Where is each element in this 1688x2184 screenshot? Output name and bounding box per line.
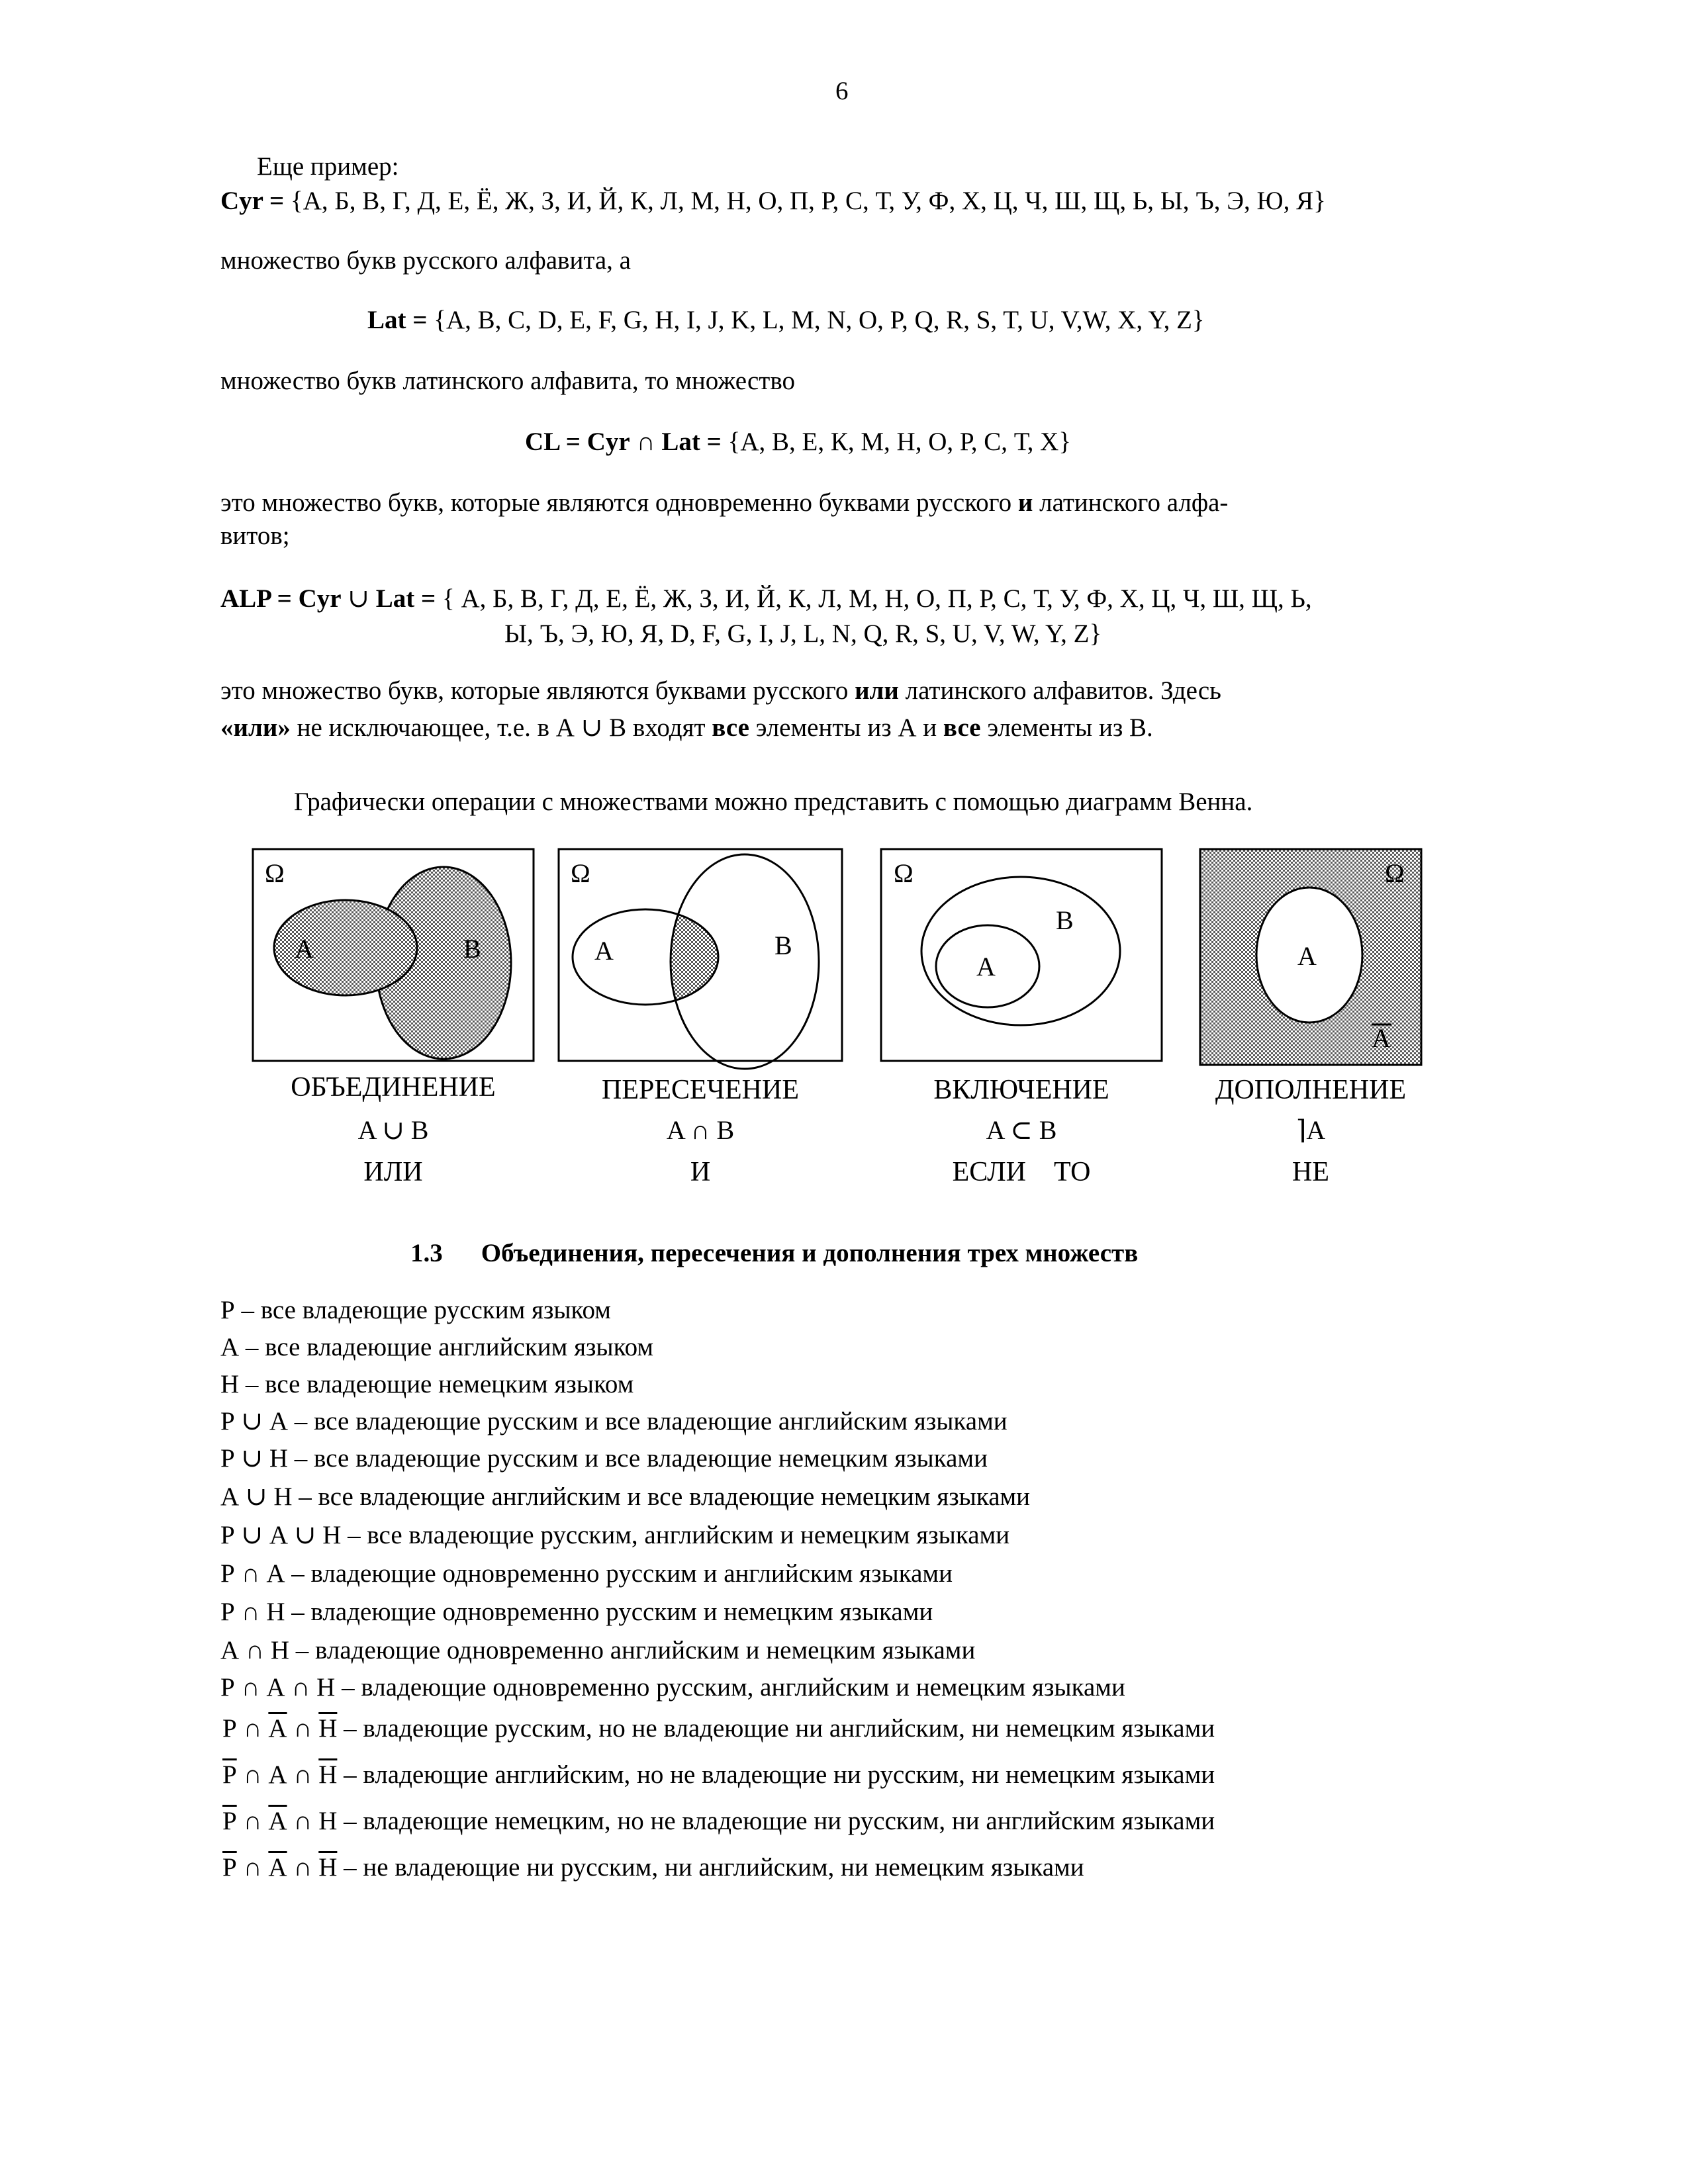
alp-desc-p2: латинского алфавитов. Здесь — [898, 676, 1221, 705]
cl-desc-bold: и — [1017, 488, 1033, 517]
alp-description-line2 — [220, 715, 1153, 741]
caption-intersection: ПЕРЕСЕЧЕНИЕ — [602, 1075, 799, 1105]
complement-op: ∩ — [287, 1714, 319, 1743]
venn-complement-label-a: A — [1297, 941, 1317, 971]
list-item: Р ∩ Н – владеющие одновременно русским и немецким языками — [220, 1598, 933, 1626]
list-item: Р ∪ Н – все владеющие русским и все владеющие немецким языками — [220, 1444, 988, 1473]
caption-complement: ДОПОЛНЕНИЕ — [1215, 1075, 1407, 1105]
complement-h: Н — [318, 1807, 338, 1835]
lat-eq: = — [406, 306, 434, 334]
lat-definition — [367, 307, 1205, 333]
complement-op: ∩ — [236, 1807, 269, 1835]
complement-h: Н — [318, 1714, 338, 1743]
caption-inclusion: ВКЛЮЧЕНИЕ — [933, 1075, 1109, 1105]
venn-inclusion-label-b: B — [1056, 905, 1074, 935]
cyr-eq: = — [263, 187, 291, 215]
venn-inclusion — [881, 849, 1162, 1061]
formula-union: A ∪ B — [357, 1115, 429, 1145]
venn-intersection-omega: Ω — [571, 858, 590, 888]
complement-text: – владеющие немецким, но не владеющие ни русским, ни английским языками — [337, 1807, 1215, 1835]
logic-inclusion: ЕСЛИ ТО — [952, 1157, 1091, 1187]
complement-op: ∩ — [287, 1807, 319, 1835]
logic-intersection: И — [690, 1157, 711, 1187]
alp-desc-b3: все — [712, 713, 749, 742]
complement-text: – владеющие английским, но не владеющие ни русским, ни немецким языками — [337, 1760, 1215, 1789]
venn-complement-label-not-a: A — [1372, 1023, 1391, 1053]
formula-inclusion: A ⊂ B — [986, 1115, 1057, 1145]
alp-desc-p4: элементы из А и — [749, 713, 943, 742]
cl-op: ∩ — [630, 428, 662, 456]
alp-definition-line2: Ы, Ъ, Э, Ю, Я, D, F, G, I, J, L, N, Q, R, S, U, V, W, Y, Z} — [504, 619, 1102, 648]
complement-item — [222, 1715, 1215, 1741]
lat-set: {A, B, C, D, E, F, G, H, I, J, K, L, M, N, O, P, Q, R, S, T, U, V,W, X, Y, Z} — [434, 306, 1205, 334]
list-item: Р – все владеющие русским языком — [220, 1296, 611, 1324]
complement-a: А — [268, 1853, 287, 1882]
complement-item — [222, 1808, 1215, 1834]
venn-intersection-label-a: A — [594, 936, 614, 966]
alp-definition — [220, 586, 1312, 612]
venn-union — [253, 849, 534, 1061]
alp-name: ALP = Cyr — [220, 584, 342, 613]
cl-desc-part1: это множество букв, которые являются одновременно буквами русского — [220, 488, 1018, 517]
complement-op: ∩ — [236, 1714, 269, 1743]
alp-op: ∪ — [341, 584, 376, 613]
cl-description-line1 — [220, 490, 1228, 516]
section-title: Объединения, пересечения и дополнения трех множеств — [481, 1239, 1139, 1267]
lat-description: множество букв латинского алфавита, то множество — [220, 367, 795, 395]
alp-name2: Lat — [375, 584, 415, 613]
list-item: Р ∩ А – владеющие одновременно русским и английским языками — [220, 1559, 953, 1588]
complement-h: Н — [318, 1760, 338, 1789]
cl-set: {А, В, Е, К, М, Н, О, Р, С, Т, Х} — [727, 428, 1072, 456]
lat-name: Lat — [367, 306, 406, 334]
venn-complement-omega: Ω — [1385, 858, 1405, 888]
complement-text: – владеющие русским, но не владеющие ни английским, ни немецким языками — [337, 1714, 1215, 1743]
list-item: Р ∪ А ∪ Н – все владеющие русским, английским и немецким языками — [220, 1521, 1010, 1549]
complement-p: Р — [222, 1714, 237, 1743]
complement-p: Р — [222, 1853, 237, 1882]
formula-complement: ⌉A — [1295, 1115, 1326, 1145]
section-number: 1.3 — [410, 1239, 443, 1267]
list-item: А ∪ Н – все владеющие английским и все владеющие немецким языками — [220, 1482, 1031, 1511]
list-item: А ∩ Н – владеющие одновременно английским и немецким языками — [220, 1636, 976, 1664]
alp-desc-b2: «или» — [220, 713, 291, 742]
cl-desc-part2: латинского алфа- — [1033, 488, 1229, 517]
venn-inclusion-omega: Ω — [894, 858, 914, 888]
complement-op: ∩ — [287, 1853, 319, 1882]
alp-desc-p5: элементы из В. — [980, 713, 1153, 742]
complement-h: Н — [318, 1853, 338, 1882]
complement-op: ∩ — [236, 1853, 269, 1882]
cl-definition — [525, 429, 1071, 455]
logic-complement: НЕ — [1292, 1157, 1329, 1187]
list-item: А – все владеющие английским языком — [220, 1333, 654, 1361]
complement-op: ∩ — [236, 1760, 269, 1789]
complement-item — [222, 1854, 1084, 1880]
intro-text: Еще пример: — [257, 152, 399, 181]
page-number: 6 — [835, 77, 849, 105]
venn-intro: Графически операции с множествами можно представить с помощью диаграмм Венна. — [294, 788, 1253, 816]
complement-p: Р — [222, 1760, 237, 1789]
formula-intersection: A ∩ B — [666, 1115, 735, 1145]
cyr-definition — [220, 188, 1326, 214]
cl-description-line2: витов; — [220, 522, 290, 550]
venn-union-omega: Ω — [265, 858, 285, 888]
venn-intersection-label-b: B — [774, 931, 792, 960]
section-heading — [410, 1240, 1138, 1266]
logic-union: ИЛИ — [363, 1157, 423, 1187]
cl-eq: = — [700, 428, 728, 456]
complement-a: А — [268, 1760, 287, 1789]
complement-a: А — [268, 1807, 287, 1835]
list-item: Н – все владеющие немецким языком — [220, 1370, 634, 1398]
venn-intersection — [559, 849, 842, 1069]
complement-text: – не владеющие ни русским, ни английским, ни немецким языками — [337, 1853, 1084, 1882]
venn-complement — [1200, 849, 1421, 1065]
alp-desc-b4: все — [943, 713, 981, 742]
list-item: Р ∩ А ∩ Н – владеющие одновременно русским, английским и немецким языками — [220, 1673, 1125, 1702]
alp-line1: { А, Б, В, Г, Д, Е, Ё, Ж, З, И, Й, К, Л, М, Н, О, П, Р, С, Т, У, Ф, Х, Ц, Ч, Ш, Щ, Ь, — [442, 584, 1312, 613]
cyr-set: {А, Б, В, Г, Д, Е, Ё, Ж, З, И, Й, К, Л, М, Н, О, П, Р, С, Т, У, Ф, Х, Ц, Ч, Ш, Щ, Ь, Ы, Ъ, Э, Ю, Я} — [291, 187, 1326, 215]
list-item: Р ∪ А – все владеющие русским и все владеющие английским языками — [220, 1407, 1008, 1435]
venn-union-label-b: B — [463, 934, 481, 964]
complement-a: А — [268, 1714, 287, 1743]
alp-desc-p3: не исключающее, т.е. в А ∪ В входят — [290, 713, 712, 742]
venn-union-label-a: A — [295, 934, 314, 964]
alp-desc-b1: или — [855, 676, 899, 705]
alp-desc-p1: это множество букв, которые являются буквами русского — [220, 676, 855, 705]
alp-description-line1 — [220, 678, 1221, 704]
complement-op: ∩ — [287, 1760, 319, 1789]
caption-union: ОБЪЕДИНЕНИЕ — [291, 1072, 496, 1103]
venn-inclusion-label-a: A — [976, 952, 996, 981]
alp-eq: = — [414, 584, 442, 613]
cyr-name: Cyr — [220, 187, 263, 215]
cl-name2: Lat — [661, 428, 700, 456]
complement-p: Р — [222, 1807, 237, 1835]
cl-name: CL = Cyr — [525, 428, 630, 456]
cyr-description: множество букв русского алфавита, а — [220, 246, 631, 275]
complement-item — [222, 1762, 1215, 1788]
